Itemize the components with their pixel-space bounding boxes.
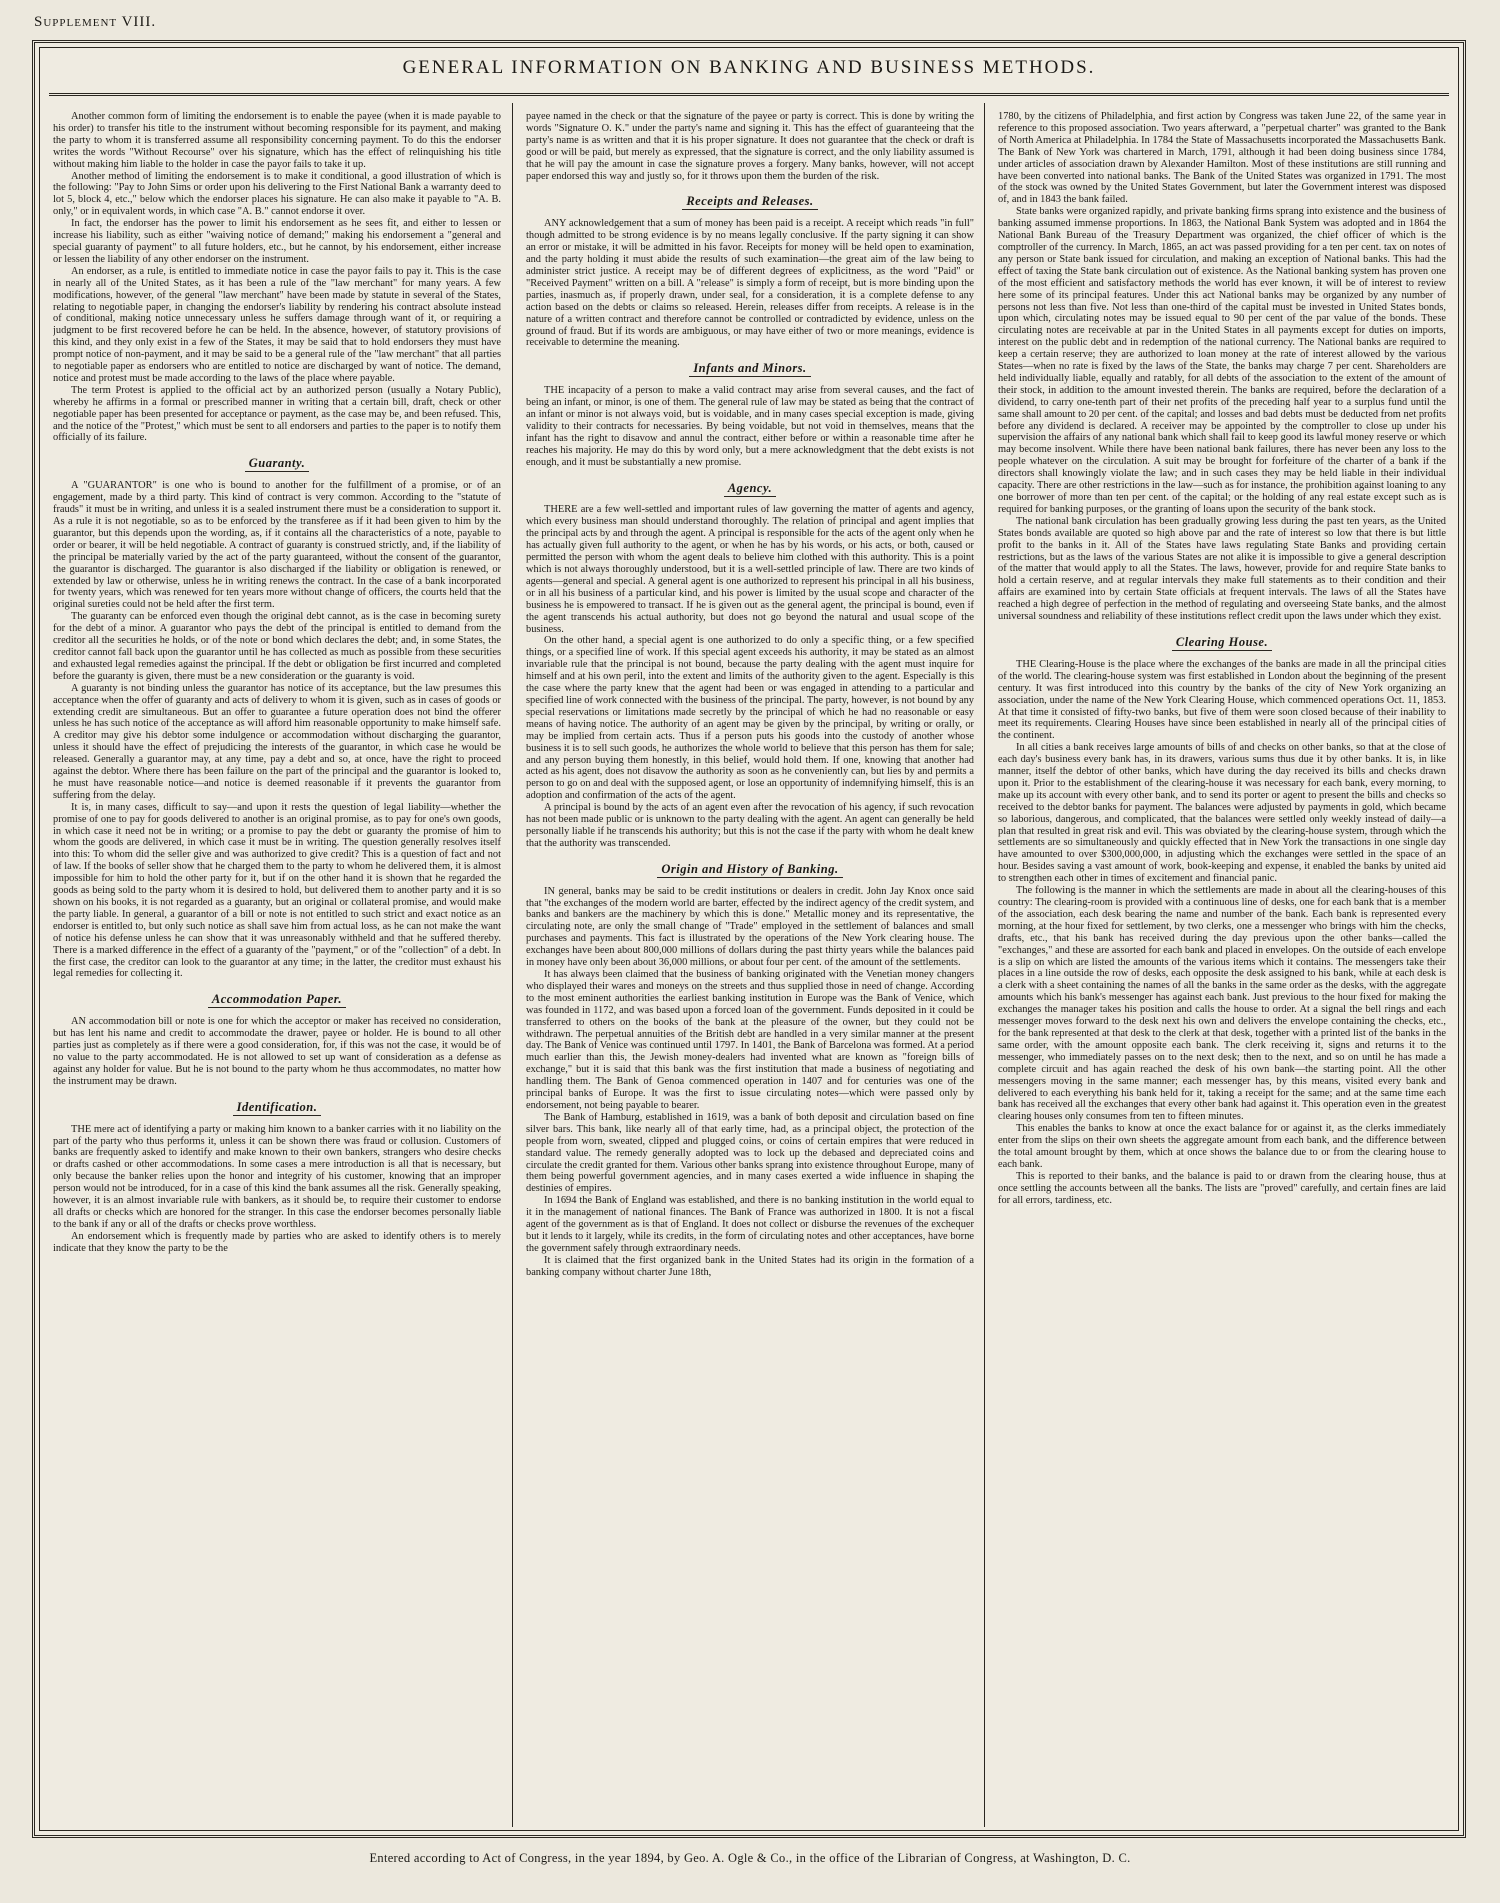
- section-heading-text: Guaranty.: [245, 456, 309, 472]
- paragraph: THE mere act of identifying a party or making him known to a banker carries with it no liability on the part of the party who thus performs it, unless it can be shown there was fraud or collusion. Customers of banks are frequently asked to identify and make known to their own bankers, strangers who desire checks or drafts cashed or other accommodations. In some cases a mere introduction is all that is necessary, but only because the banker relies upon the honor and integrity of his customer, knowing that an improper person would not be introduced, for in a case of this kind the bank assumes all the risk. Generally speaking, however, it is an almost invariable rule with bankers, as it should be, to require their customer to endorse all drafts or checks which are honored for the stranger. In this case the endorser becomes personally liable to the bank if any or all of the drafts or checks prove worthless.: [53, 1123, 501, 1230]
- section-heading-text: Agency.: [724, 481, 776, 497]
- paragraph: ANY acknowledgement that a sum of money has been paid is a receipt. A receipt which reads "in full" though admitted to be strong evidence is by no means legally conclusive. If the party signing it can show an error or mistake, it will be admitted in his favor. Receipts for money will be held open to examination, and the party holding it must abide the results of such examination—the great aim of the law being to administer strict justice. A receipt may be of different degrees of explicitness, as the word "Paid" or "Received Payment" written on a bill. A "release" is simply a form of receipt, but is more binding upon the parties, inasmuch as, if properly drawn, under seal, for a consideration, it is a complete defense to any action based on the debts or claims so released. Herein, releases differ from receipts. A release is in the nature of a written contract and therefore cannot be controlled or contradicted by evidence, unless on the ground of fraud. But if its words are ambiguous, or may have either of two or more meanings, evidence is receivable to determine the meaning.: [526, 218, 974, 349]
- section-heading-identification: [53, 1099, 501, 1114]
- paragraph: It is, in many cases, difficult to say—and upon it rests the question of legal liability—whether the promise of one to pay for goods delivered to another is an original promise, as to pay for one's own goods, in which case it need not be in writing; or a promise to pay the debt or guaranty the promise of him to whom the goods are delivered, in which case it must be in writing. The question generally resolves itself into this: To whom did the seller give and was authorized to give credit? This is a question of fact and not of law. If the books of seller show that he charged them to the party to whom he delivered them, it is almost impossible for him to hold the other party for it, but if on the other hand it is shown that he regarded the goods as being sold to the party whom it is desired to hold, but delivered them to another party and it is so shown on his books, it is not regarded as a guaranty, but an original or collateral promise, and would make the party liable. In general, a guarantor of a bill or note is not entitled to such strict and exact notice as an endorser is entitled to, but only such notice as shall save him from actual loss, as he can not make the want of notice his defense unless he can show that it was unreasonably withheld and that he suffered thereby. There is a marked difference in the effect of a guaranty of the "payment," or of the "collection" of a debt. In the first case, the creditor can look to the guarantor at any time; in the latter, the creditor must exhaust his legal remedies for collecting it.: [53, 801, 501, 980]
- paragraph: THERE are a few well-settled and important rules of law governing the matter of agents and agency, which every business man should understand thoroughly. The relation of principal and agent implies that the principal acts by and through the agent. A principal is responsible for the acts of the agent only when he has actually given full authority to the agent, or when he has by his words, or his acts, or both, caused or permitted the person with whom the agent deals to believe him clothed with this authority. This is a point which is not always thoroughly understood, but it is a well-settled principle of law. There are two kinds of agents—general and special. A general agent is one authorized to represent his principal in all his business, or in all his business of a particular kind, and his power is limited by the usual scope and character of the business he is empowered to transact. If he is given out as the general agent, the principal is bound, even if the agent transcends his actual authority, but does not go beyond the natural and usual scope of the business.: [526, 504, 974, 635]
- paragraph: The Bank of Hamburg, established in 1619, was a bank of both deposit and circulation based on fine silver bars. This bank, like nearly all of that early time, had, as a principal object, the protection of the people from worn, sweated, clipped and plugged coins, or coins of certain empires that were reduced in standard value. The remedy generally adopted was to lock up the debased and depreciated coins and circulate the credit granted for them. Various other banks sprang into existence throughout Europe, many of them being powerful government agencies, and in many cases exerted a wide influence in shaping the destinies of empires.: [526, 1111, 974, 1195]
- paragraph: This enables the banks to know at once the exact balance for or against it, as the clerks immediately enter from the slips on their own sheets the aggregate amount from each bank, and the difference between the total amount brought by them, which at once shows the balance due to or from the clearing house to each bank.: [998, 1123, 1446, 1170]
- paragraph: In fact, the endorser has the power to limit his endorsement as he sees fit, and either to lessen or increase his liability, such as either "waiving notice of demand;" making his endorsement a "general and special guaranty of payment" to all future holders, etc., but he cannot, by his endorsement, either increase or lessen the liability of any other endorser on the instrument.: [53, 218, 501, 265]
- paragraph: In 1694 the Bank of England was established, and there is no banking institution in the world equal to it in the management of national finances. The Bank of France was authorized in 1800. It is not a fiscal agent of the government as is that of England. It does not collect or disburse the revenues of the exchequer but it lends to it largely, while its credits, in the form of circulating notes and other acceptances, have borne the government safely through extraordinary needs.: [526, 1195, 974, 1254]
- section-heading-guaranty: [53, 458, 501, 470]
- paragraph: A "GUARANTOR" is one who is bound to another for the fulfillment of a promise, or of an engagement, made by a third party. This kind of contract is very common. According to the "statute of frauds" it must be in writing, and unless it is a sealed instrument there must be a consideration to support it. As a rule it is not negotiable, so as to be enforced by the transferee as if it had been given to him by the guarantor, but this depends upon the wording, as, if it contains all the characteristics of a note, payable to order or bearer, it will be held negotiable. A contract of guaranty is construed strictly, and, if the liability of the principal be materially varied by the act of the party guaranteed, without the consent of the guarantor, the guarantor is discharged. The guarantor is also discharged if the liability or obligation is renewed, or extended by law or otherwise, unless he in writing renews the contract. In the case of a bank incorporated for twenty years, which was renewed for ten years more without change of officers, the courts held that the original sureties could not be held after the first term.: [53, 480, 501, 611]
- paragraph: THE incapacity of a person to make a valid contract may arise from several causes, and the fact of being an infant, or minor, is one of them. The general rule of law may be stated as being that the contract of an infant or minor is not always void, but is voidable, and in many cases special exception is made, giving validity to their contracts for necessaries. By being voidable, but not void in themselves, means that the infant has the right to disavow and annul the contract, either before or within a reasonable time after he reaches his majority. He may do this by word only, but a mere acknowledgment that the debt exists is not enough, and it must be substantially a new promise.: [526, 385, 974, 468]
- paragraph: State banks were organized rapidly, and private banking firms sprang into existence and the business of banking assumed immense proportions. In 1863, the National Bank System was adopted and in 1864 the National Bank Bureau of the Treasury Department was organized, the chief officer of which is the comptroller of the currency. In March, 1865, an act was passed providing for a ten per cent. tax on notes of any person or State bank issued for circulation, and making an exception of National banks. This had the effect of taxing the State bank circulation out of existence. As the National banking system has proven one of the most efficient and satisfactory methods the world has ever known, it will be of interest to review here some of its principal features. Under this act National banks may be organized by any number of persons not less than five. Not less than one-third of the capital must be invested in United States bonds, upon which, circulating notes may be issued equal to 90 per cent of the par value of the bonds. These circulating notes are receivable at par in the United States in all payments except for duties on imports, interest on the public debt and in redemption of the national currency. The National banks are required to keep a certain reserve; they are authorized to loan money at the rate of interest allowed by the various States—when no rate is fixed by the laws of the State, the banks may charge 7 per cent. Shareholders are held individually liable, equally and ratably, for all debts of the association to the extent of the amount of their stock, in addition to the amount invested therein. The banks are required, before the declaration of a dividend, to carry one-tenth part of their net profits of the preceding half year to a surplus fund until the same shall amount to 20 per cent. of the capital; and losses and bad debts must be deducted from net profits before any dividend is declared. A receiver may be appointed by the comptroller to close up under his supervision the affairs of any national bank which shall fail to keep good its lawful money reserve or which may become insolvent. While there have been national bank failures, there has never been any loss to the people whatever on the circulation. A suit may be brought for forfeiture of the charter of a bank if the directors shall knowingly violate the law; and in such cases they may be held liable in their individual capacity. There are other restrictions in the law—such as for instance, the prohibition against loaning to any one borrower of more than ten per cent. of the capital; or the holding of any real estate except such as is required for banking purposes, or the granting of loans upon the security of the bank stock.: [998, 206, 1446, 515]
- paragraph: A guaranty is not binding unless the guarantor has notice of its acceptance, but the law presumes this acceptance when the offer of guaranty and acts of delivery to whom it is given, such as in cases of goods or extending credit are simultaneous. But an offer to guarantee a future operation does not bind the offerer unless he has such notice of the acceptance as will afford him reasonable opportunity to make himself safe. A creditor may give his debtor some indulgence or accommodation without discharging the guarantor, unless it should have the effect of prejudicing the interests of the guarantor, in which case he would be released. Generally a guarantor may, at any time, pay a debt and so, at once, have the right to proceed against the debtor. Where there has been failure on the part of the principal and the guarantor is looked to, he must have reasonable notice—and notice is deemed reasonable if it prevents the guarantor from suffering from the delay.: [53, 682, 501, 801]
- section-heading-agency: [526, 480, 974, 495]
- paragraph: It is claimed that the first organized bank in the United States had its origin in the formation of a banking company without charter June 18th,: [526, 1254, 974, 1278]
- section-heading-origin: [526, 861, 974, 876]
- section-heading-clearing-house: [998, 634, 1446, 649]
- paragraph: Another method of limiting the endorsement is to make it conditional, a good illustration of which is the following: "Pay to John Sims or order upon his delivering to the First National Bank a warranty deed to lot 5, block 4, etc.," below which the endorser places his signature. He can also make it payable to "A. B. only," or in equivalent words, in which case "A. B." cannot endorse it over.: [53, 170, 501, 218]
- title-rule: [49, 93, 1449, 96]
- column-1: [53, 111, 501, 1823]
- section-heading-text: Identification.: [233, 1100, 322, 1116]
- column-divider: [512, 103, 513, 1827]
- section-heading-receipts: [526, 196, 974, 208]
- section-heading-text: Accommodation Paper.: [208, 992, 346, 1008]
- paragraph: In all cities a bank receives large amounts of bills of and checks on other banks, so that at the close of each day's business every bank has, in its drawers, various sums thus due it by other banks. It is, in like manner, itself the debtor of other banks, which have during the day received its bills and checks drawn upon it. Prior to the establishment of the clearing-house it was necessary for each bank, every morning, to make up its account with every other bank, and to send its porter or agent to present the bills and checks so received to the debtor banks for payment. The balances were adjusted by payments in gold, which became so laborious, dangerous, and complicated, that the balances were settled only weekly instead of daily—a plan that resulted in great risk and evil. This was obviated by the clearing-house system, through which the settlements are so simultaneously and quickly effected that in New York the transactions in one single day have amounted to over $300,000,000, in adjusting which the exchanges were settled in the space of an hour. Besides saving a vast amount of work, book-keeping and expense, it enabled the banks by united aid to strengthen each other in times of excitement and financial panic.: [998, 742, 1446, 885]
- section-heading-text: Receipts and Releases.: [682, 194, 817, 210]
- page-title: GENERAL INFORMATION ON BANKING AND BUSINESS METHODS.: [402, 57, 1096, 78]
- page-frame: [32, 40, 1466, 1838]
- paragraph: The guaranty can be enforced even though the original debt cannot, as is the case in becoming surety for the debt of a minor. A guarantor who pays the debt of the principal is entitled to demand from the creditor all the securities he holds, or of the note or bond which declares the debt; and, in some States, the creditor cannot fall back upon the guarantor until he has collected as much as possible from these securities and exhausted legal remedies against the principal. If the debt or obligation be first incurred and completed before the guaranty is given, there must be a new consideration or the guaranty is void.: [53, 611, 501, 682]
- section-heading-accommodation: [53, 994, 501, 1006]
- paragraph: The national bank circulation has been gradually growing less during the past ten years, as the United States bonds available are quoted so high above par and the rate of interest so low that there is but little profit to the banks in it. All of the States have laws regulating State Banks and providing certain restrictions, but as the laws of the various States are not alike it is impossible to give a general description of the matter that would apply to all the States. The laws, however, provide for and require State banks to hold a certain reserve, and at regular intervals they make full statements as to their condition and their affairs are examined into by certain State officials at frequent intervals. The laws of all the States have reached a high degree of perfection in the method of regulating and overseeing State banks, and the almost universal soundness and reliability of these institutions reflect credit upon the laws under which they exist.: [998, 515, 1446, 623]
- paragraph: A principal is bound by the acts of an agent even after the revocation of his agency, if such revocation has not been made public or is unknown to the party dealing with the agent. An agent can generally be held personally liable if he transcends his authority; but this is not the case if the party with whom he dealt knew that the authority was transcended.: [526, 802, 974, 849]
- paragraph: It has always been claimed that the business of banking originated with the Venetian money changers who displayed their wares and moneys on the streets and thus supplied those in need of change. According to the most eminent authorities the earliest banking institution in Europe was the Bank of Venice, which was founded in 1172, and was based upon a forced loan of the government. Funds deposited in it could be transferred to others on the books of the bank at the pleasure of the owner, but they could not be withdrawn. The perpetual annuities of the British debt are handled in a very similar manner at the present day. The Bank of Venice was continued until 1797. In 1401, the Bank of Barcelona was formed. At a period much earlier than this, the Jewish money-dealers had invented what are known as "foreign bills of exchange," but it is said that this bank was the first institution that made a business of negotiating and handling them. The Bank of Genoa commenced operation in 1407 and for centuries was one of the principal banks of Europe. It was the first to issue circulating notes—which were passed only by endorsement, not being payable to bearer.: [526, 969, 974, 1111]
- paragraph: On the other hand, a special agent is one authorized to do only a specific thing, or a few specified things, or a specified line of work. If this special agent exceeds his authority, it may be stated as an almost invariable rule that the principal is not bound, because the party dealing with the agent must inquire for himself and at his own peril, into the extent and limits of the authority given to the agent. Especially is this the case where the party knew that the agent had been or was engaged in attending to a particular and specified line of work connected with the business of the principal. The party, however, is not bound by any special reservations or limitations made secretly by the principal of which he had no reasonable or easy means of having notice. The authority of an agent may be given by the principal, by writing or orally, or may be implied from certain acts. Thus if a person puts his goods into the custody of another whose business it is to sell such goods, he authorizes the whole world to believe that this person has them for sale; and any person buying them honestly, in this belief, would hold them. If one, knowing that another had acted as his agent, does not disavow the authority as soon as he conveniently can, but lies by and permits a person to go on and deal with the supposed agent, or lose an opportunity of indemnifying himself, this is an adoption and confirmation of the acts of the agent.: [526, 635, 974, 802]
- paragraph: Another common form of limiting the endorsement is to enable the payee (when it is made payable to his order) to transfer his title to the instrument without becoming responsible for its payment, and making the party to whom it is transferred assume all responsibility concerning payment. To do this the endorser writes the words "Without Recourse" over his signature, which has the effect of relinquishing his title without making him liable to the holder in case the payor fails to take it up.: [53, 111, 501, 170]
- section-heading-infants: [526, 363, 974, 375]
- paragraph: The term Protest is applied to the official act by an authorized person (usually a Notary Public), whereby he affirms in a formal or prescribed manner in writing that a certain bill, draft, check or other negotiable paper has been presented for acceptance or payment, as the case may be, and been refused. This, and the notice of the "Protest," which must be sent to all endorsers and parties to the paper is to notify them officially of its failure.: [53, 384, 501, 444]
- section-heading-text: Origin and History of Banking.: [657, 862, 842, 878]
- paragraph: AN accommodation bill or note is one for which the acceptor or maker has received no consideration, but has lent his name and credit to accommodate the drawer, payee or holder. He is bound to all other parties just as completely as if there were a good consideration, for, if this was not the case, it would be of no value to the party accommodated. He is not allowed to set up want of consideration as a defense as against any holder for value. But he is not bound to the party whom he thus accommodates, no matter how the instrument may be drawn.: [53, 1016, 501, 1087]
- paragraph: This is reported to their banks, and the balance is paid to or drawn from the clearing house, thus at once settling the accounts between all the banks. The lists are "proved" carefully, and certain fines are laid for all errors, tardiness, etc.: [998, 1170, 1446, 1206]
- paragraph: An endorser, as a rule, is entitled to immediate notice in case the payor fails to pay it. This is the case in nearly all of the United States, as it has been a rule of the "law merchant" for many years. A few modifications, however, of the general "law merchant" have been made by statute in several of the States, relating to negotiable paper, in changing the endorser's liability by rendering his contract absolute instead of conditional, making notice unnecessary unless he suffers damage through want of it, or requiring a judgment to be first recovered before he can be held. In the absence, however, of statutory provisions of this kind, and they only exist in a few of the States, it may be said that to hold endorsers they must have prompt notice of non-payment, and it may be said to be a general rule of the "law merchant" that all parties to negotiable paper as endorsers who are entitled to notice are discharged by want of notice. The demand, notice and protest must be made according to the laws of the place where payable.: [53, 265, 501, 384]
- column-divider: [984, 103, 985, 1827]
- copyright-footer: Entered according to Act of Congress, in the year 1894, by Geo. A. Ogle & Co., in the office of the Librarian of Congress, at Washington, D. C.: [369, 1851, 1131, 1865]
- paragraph: IN general, banks may be said to be credit institutions or dealers in credit. John Jay Knox once said that "the exchanges of the modern world are barter, effected by the indirect agency of the credit system, and banks and bankers are the machinery by which this is done." Metallic money and its representative, the circulating note, are only the small change of "Trade" employed in the settlement of balances and small purchases and payments. This fact is illustrated by the operations of the New York clearing house. The exchanges have been about 800,000 millions of dollars during the past thirty years while the balances paid in money have only been about 36,000 millions, or about four per cent. of the amount of the settlements.: [526, 885, 974, 969]
- column-3: [998, 111, 1446, 1823]
- paragraph: THE Clearing-House is the place where the exchanges of the banks are made in all the principal cities of the world. The clearing-house system was first established in London about the beginning of the present century. It was first introduced into this country by the banks of the city of New York organizing an association, under the name of the New York Clearing House, which commenced operations Oct. 11, 1853. At that time it consisted of fifty-two banks, but five of them were soon closed because of their inability to meet its requirements. Clearing Houses have since been established in nearly all of the principal cities of the continent.: [998, 658, 1446, 742]
- column-2: [526, 111, 974, 1823]
- paragraph: 1780, by the citizens of Philadelphia, and first action by Congress was taken June 22, of the same year in reference to this proposed association. Two years afterward, a "perpetual charter" was granted to the Bank of North America at Philadelphia. In 1784 the State of Massachusetts incorporated the Massachusetts Bank. The Bank of New York was chartered in March, 1791, although it had been doing business since 1784, under articles of association drawn by Alexander Hamilton. Most of these institutions are still running and have been converted into national banks. The Bank of the United States was organized in 1791. The most of the stock was owned by the United States Government, but later the Government interest was disposed of, and in 1843 the bank failed.: [998, 111, 1446, 206]
- supplement-label: Supplement VIII.: [34, 14, 157, 30]
- section-heading-text: Infants and Minors.: [689, 361, 810, 377]
- paragraph: The following is the manner in which the settlements are made in about all the clearing-houses of this country: The clearing-room is provided with a continuous line of desks, one for each bank that is a member of the association, each desk bearing the name and number of the bank. Each bank is represented every morning, at the hour fixed for settlement, by two clerks, one a messenger who brings with him the checks, drafts, etc., that his bank has received during the day previous upon the other banks—called the "exchanges," and these are assorted for each bank and placed in envelopes. On the outside of each envelope is a slip on which are listed the amounts of the various items which it contains. The messengers take their places in a line outside the row of desks, each opposite the desk assigned to his bank, while at each desk is a clerk with a sheet containing the names of all the banks in the same order as the desks, with the aggregate amounts which his bank's messenger has against each bank. Just previous to the hour fixed for making the exchanges the manager takes his position and calls the house to order. At a signal the bell rings and each messenger moves forward to the desk next his own and delivers the envelope containing the checks, etc., for the bank represented at that desk to the clerk at that desk, together with a printed list of the banks in the same order, with the amount opposite each bank. The clerk receiving it, signs and returns it to the messenger, who immediately passes on to the next desk; then to the next, and so on until he has made a complete circuit and has again reached the desk of his own bank—the starting point. All the other messengers moving in the same manner; each messenger has, by this means, visited every bank and delivered to each everything his bank held for it, taking a receipt for the same; and at the same time each bank has received all the exchanges that every other bank had against it. This operation even in the greatest clearing houses only consumes from ten to fifteen minutes.: [998, 885, 1446, 1123]
- paragraph: payee named in the check or that the signature of the payee or party is correct. This is done by writing the words "Signature O. K." under the party's name and signing it. This has the effect of guaranteeing that the party's name is as written and that it is his proper signature. It does not guarantee that the check or draft is good or will be paid, but merely as expressed, that the signature is correct, and the only liability assumed is that he will pay the amount in case the signature proves a forgery. Many banks, however, will not accept paper endorsed this way and justly so, for it throws upon them the burden of the risk.: [526, 111, 974, 182]
- paragraph: An endorsement which is frequently made by parties who are asked to identify others is to merely indicate that they know the party to be the: [53, 1230, 501, 1254]
- section-heading-text: Clearing House.: [1172, 635, 1272, 651]
